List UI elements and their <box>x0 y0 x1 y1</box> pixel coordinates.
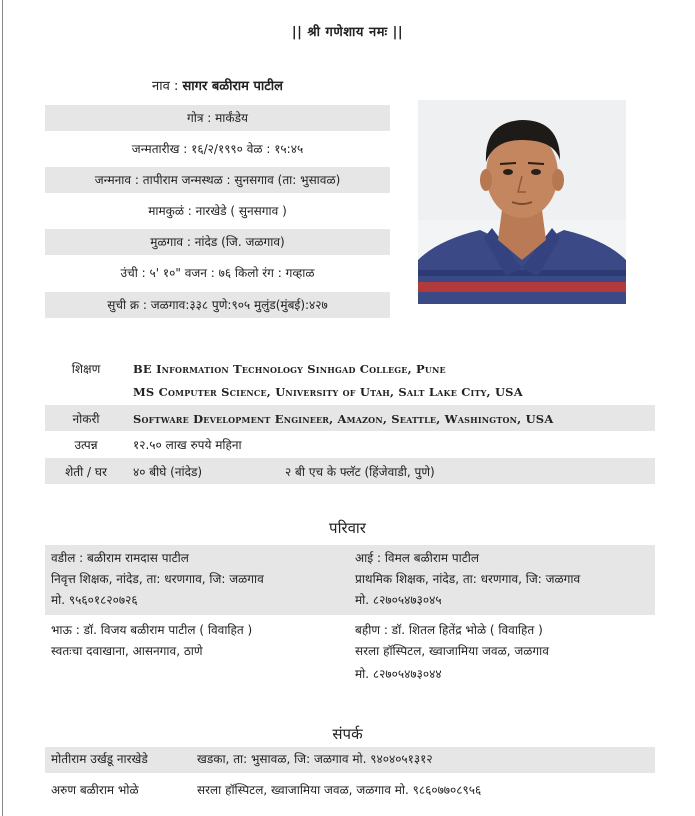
invocation-header: || श्री गणेशाय नमः || <box>291 25 404 40</box>
birth-place-row: जन्मनाव : तापीराम जन्मस्थळ : सुनसगाव (ता: भुसावळ) <box>45 167 390 193</box>
property-land: ४० बीघे (नांदेड) <box>133 465 203 479</box>
sister-occupation: सरला हॉस्पिटल, ख्वाजामिया जवळ, जळगाव <box>355 644 549 658</box>
mother-occupation: प्राथमिक शिक्षक, नांदेड, ता: धरणगाव, जि: जळगाव <box>355 572 581 586</box>
property-row <box>45 458 655 484</box>
income-value: १२.५० लाख रुपये महिना <box>133 438 242 452</box>
contact-2-name: अरुण बळीराम भोळे <box>51 783 139 797</box>
mamkul-row: मामकुळं : नारखेडे ( सुनसगाव ) <box>148 204 287 218</box>
list-number-row: सुची क्र : जळगाव:३३८ पुणे:९०५ मुलुंड(मुंबई):४२७ <box>45 292 390 318</box>
father-occupation: निवृत्त शिक्षक, नांदेड, ता: धरणगाव, जि: जळगाव <box>51 572 264 586</box>
mother-phone: मो. ८२७०५४७३०४५ <box>355 593 442 607</box>
job-label: नोकरी <box>72 412 100 426</box>
page-border <box>2 0 3 816</box>
property-flat: २ बी एच के फ्लॅट (हिंजेवाडी, पुणे) <box>285 465 435 479</box>
candidate-name: सागर बळीराम पाटील <box>182 79 283 94</box>
education-line-1: BE Information Technology Sinhgad College, Pune <box>133 362 446 376</box>
profile-photo <box>418 100 626 304</box>
contact-row-1 <box>45 747 655 773</box>
family-title: परिवार <box>329 519 366 537</box>
brother-name: भाऊ : डॉ. विजय बळीराम पाटील ( विवाहित ) <box>51 623 253 637</box>
contact-title: संपर्क <box>332 725 363 743</box>
name-label: नाव : <box>152 79 179 94</box>
native-row: मुळगाव : नांदेड (जि. जळगाव) <box>45 229 390 255</box>
contact-1-detail: खडका, ता: भुसावळ, जि: जळगाव मो. ९४०४०५१३१२ <box>197 752 433 766</box>
education-line-2: MS Computer Science, University of Utah, Salt Lake City, USA <box>133 385 523 399</box>
name-row <box>45 74 390 100</box>
gotra-row: गोत्र : मार्कंडेय <box>45 105 390 131</box>
job-row <box>45 405 655 431</box>
birth-row: जन्मतारीख : १६/२/१९९० वेळ : १५:४५ <box>131 142 304 156</box>
sister-phone: मो. ८२७०५४७३०४४ <box>355 667 442 681</box>
income-label: उत्पन्न <box>74 438 98 452</box>
mother-name: आई : विमल बळीराम पाटील <box>355 551 480 565</box>
sister-name: बहीण : डॉ. शितल हितेंद्र भोळे ( विवाहित ) <box>355 623 543 637</box>
contact-2-detail: सरला हॉस्पिटल, ख्वाजामिया जवळ, जळगाव मो. ९८६०७७०८९५६ <box>197 783 482 797</box>
job-value: Software Development Engineer, Amazon, Seattle, Washington, USA <box>133 412 554 426</box>
physical-row: उंची : ५' १०" वजन : ७६ किलो रंग : गव्हाळ <box>120 266 315 280</box>
contact-1-name: मोतीराम उर्खडू नारखेडे <box>51 752 148 766</box>
father-name: वडील : बळीराम रामदास पाटील <box>51 551 189 565</box>
education-label: शिक्षण <box>71 362 101 376</box>
property-label: शेती / घर <box>65 465 107 479</box>
father-phone: मो. ९५६०१८२०७२६ <box>51 593 138 607</box>
brother-occupation: स्वतःचा दवाखाना, आसनगाव, ठाणे <box>51 644 203 658</box>
